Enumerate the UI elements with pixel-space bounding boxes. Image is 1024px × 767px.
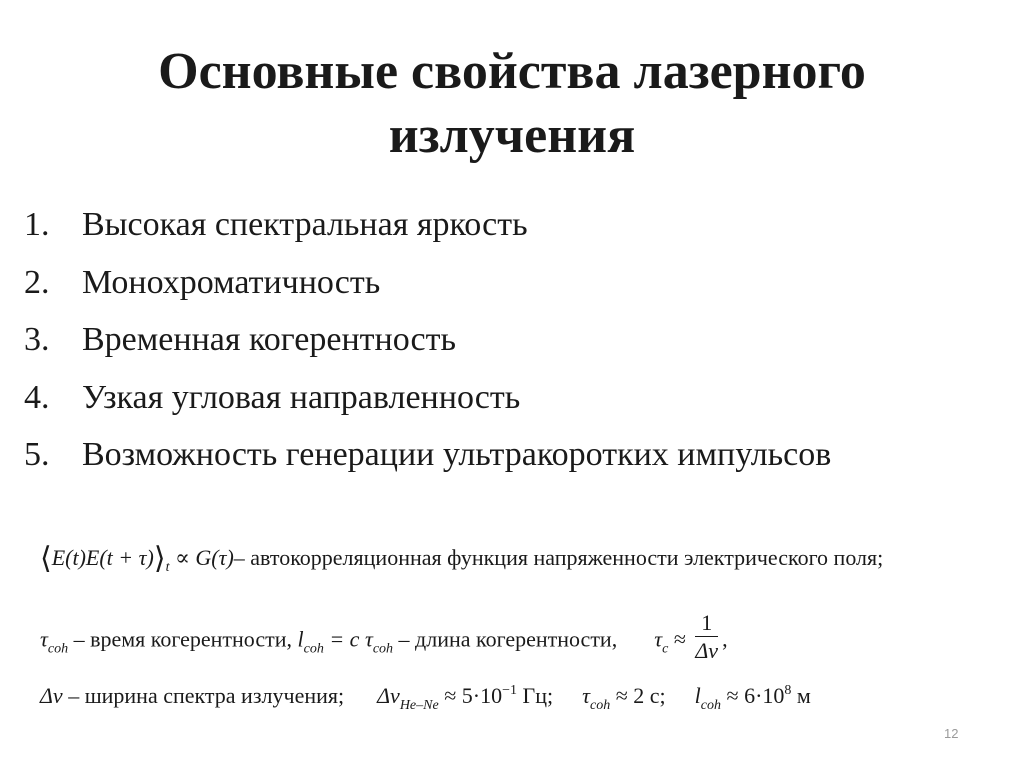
coh-subscript: coh (303, 641, 324, 657)
list-number: 5. (24, 436, 50, 473)
page-number: 12 (944, 726, 959, 741)
fraction-denominator: Δν (695, 638, 719, 663)
list-item (24, 311, 831, 369)
spectral-width-formula (40, 683, 811, 714)
tau-symbol: τ (40, 626, 48, 652)
length-unit: м (796, 683, 811, 708)
delta-nu-symbol: Δν (40, 683, 63, 708)
coh-subscript: coh (590, 698, 611, 713)
average-subscript: t (165, 560, 170, 575)
list-text: Высокая спектральная яркость (82, 206, 528, 243)
tau-symbol: τ (582, 683, 590, 708)
angle-bracket-close: ⟩ (153, 542, 166, 575)
length-symbol: l (694, 683, 701, 708)
coh-subscript: coh (700, 698, 722, 713)
list-text: Возможность генерации ультракоротких импульсов (82, 436, 832, 473)
length-symbol: l (297, 626, 304, 652)
hene-value: ≈ 5·10 (444, 683, 503, 708)
list-number: 3. (24, 321, 50, 358)
comma: , (722, 626, 728, 652)
tau-value: ≈ 2 c; (615, 683, 666, 708)
tau-c-symbol: τ (654, 626, 663, 652)
list-number: 1. (24, 206, 50, 243)
length-value: ≈ 6·10 (726, 683, 785, 708)
properties-list (24, 196, 831, 484)
autocorrelation-formula (40, 541, 883, 576)
approx-sign: ≈ (673, 626, 686, 652)
g-function: G(τ) (195, 545, 234, 570)
delta-nu-hene: Δν (377, 683, 400, 708)
fraction-numerator: 1 (695, 611, 718, 637)
hene-unit: Гц; (522, 683, 554, 708)
coh-subscript: coh (47, 641, 69, 657)
coh-subscript: coh (372, 641, 394, 657)
spectral-width-description: – ширина спектра излучения; (68, 683, 345, 708)
list-number: 2. (24, 263, 50, 301)
autocorr-description: – автокорреляционная функция напряженности электрического поля; (233, 545, 884, 570)
slide-title: Основные свойства лазерного излучения (158, 43, 866, 164)
angle-bracket-open: ⟨ (40, 542, 52, 575)
length-equation: = c τ (329, 626, 373, 652)
length-exponent: 8 (784, 683, 792, 698)
hene-subscript: He–Ne (399, 698, 439, 713)
c-subscript: c (662, 641, 669, 657)
coherence-formula (40, 610, 728, 668)
list-item (24, 196, 831, 254)
list-item (24, 426, 831, 484)
list-text: Узкая угловая направленность (82, 378, 521, 416)
fraction (695, 611, 718, 664)
list-text: Временная когерентность (82, 321, 457, 358)
coherence-length-description: – длина когерентности, (398, 626, 618, 652)
list-item (24, 369, 831, 427)
coherence-time-description: – время когерентности, (73, 626, 292, 652)
autocorr-expression: E(t)E(t + τ) (51, 545, 154, 570)
list-number: 4. (24, 378, 50, 416)
list-item (24, 254, 831, 312)
hene-exponent: −1 (502, 683, 518, 698)
list-text: Монохроматичность (82, 263, 381, 301)
proportional-sign: ∝ (174, 545, 190, 570)
